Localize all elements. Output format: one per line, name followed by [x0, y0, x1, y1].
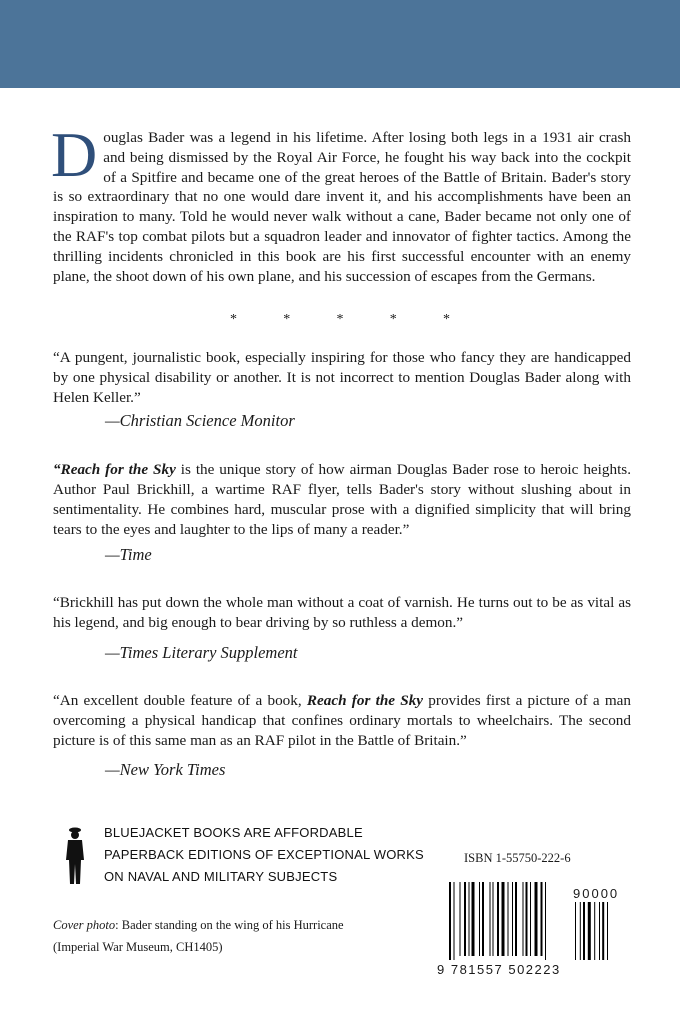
- barcode-bar: [479, 882, 480, 956]
- barcode-bar: [460, 882, 461, 956]
- review-quote: “Reach for the Sky is the unique story of how airman Douglas Bader rose to heroic heights. Author Paul Brickhill, a wartime RAF flyer, tells Bader's story without slushing about in sentimentality. He combines hard, muscular prose with a dignified simplicity that will bring tears to the eyes and laughter to the lips of many a reader.”: [53, 461, 631, 538]
- top-color-band: [0, 0, 680, 88]
- section-divider: [230, 312, 450, 328]
- intro-paragraph: [51, 119, 631, 286]
- barcode-bar: [526, 882, 528, 956]
- isbn-number: ISBN 1-55750-222-6: [464, 851, 571, 865]
- barcode-addon-bar: [580, 902, 581, 960]
- drop-cap: D: [51, 119, 98, 190]
- barcode-bar: [449, 882, 451, 960]
- divider-star: *: [389, 312, 397, 327]
- review-source: —Times Literary Supplement: [105, 643, 298, 662]
- review-quote: “Brickhill has put down the whole man without a coat of varnish. He turns out to be as vital as his legend, and big enough to bear driving by so ruthless a demon.”: [53, 594, 631, 631]
- barcode-addon-bar: [575, 902, 576, 960]
- cover-photo-credit: Cover photo: Bader standing on the wing of his Hurricane (Imperial War Museum, CH1405): [53, 918, 344, 954]
- barcode-bar: [502, 882, 505, 956]
- barcode-bar: [464, 882, 466, 956]
- barcode-bar: [530, 882, 531, 956]
- barcode-bar: [469, 882, 470, 956]
- barcode-bar: [545, 882, 546, 960]
- barcode-bar: [497, 882, 499, 956]
- barcode-bar: [515, 882, 517, 956]
- barcode-bar: [493, 882, 494, 956]
- barcode-addon-number: 90000: [573, 886, 620, 901]
- barcode-addon-bar: [607, 902, 608, 960]
- intro-text: ouglas Bader was a legend in his lifetime. After losing both legs in a 1931 air crash and being dismissed by the Royal Air Force, he fought his way back into the cockpit of a Spitfire and became one of the great heroes of the Battle of Britain. Bader's story is so extraordinary that no one would dare invent it, and his accomplishments have been an inspiration to many. Told he would never walk without a cane, Bader became not only one of the RAF's top combat pilots but a squadron leader and innovator of fighter tactics. Among the thrilling incidents chronicled in this book are his first successful encounter with an enemy plane, the shoot down of his own plane, and his succession of escapes from the Germans.: [53, 129, 631, 285]
- sailor-silhouette-icon: [64, 826, 86, 886]
- review-source: —Christian Science Monitor: [105, 411, 295, 430]
- divider-star: *: [443, 312, 450, 327]
- barcode-bar: [490, 882, 491, 956]
- barcode-bar: [523, 882, 524, 956]
- book-title: Reach for the Sky: [306, 692, 424, 709]
- barcode-bar: [508, 882, 509, 956]
- review-source: —New York Times: [105, 760, 226, 779]
- barcode-bar: [454, 882, 455, 960]
- divider-star: *: [336, 312, 344, 327]
- bluejacket-books-notice: BLUEJACKET BOOKS ARE AFFORDABLE PAPERBACK EDITIONS OF EXCEPTIONAL WORKS ON NAVAL AND MILITARY SUBJECTS: [104, 825, 424, 884]
- divider-star: *: [283, 312, 291, 327]
- barcode-addon-bar: [602, 902, 604, 960]
- review-quote: “A pungent, journalistic book, especially inspiring for those who fancy they are handicapped by one physical disability or another. It is not incorrect to mention Douglas Bader along with Helen Keller.”: [53, 349, 631, 406]
- barcode-bar: [512, 882, 513, 956]
- divider-star: *: [230, 312, 237, 327]
- barcode-addon-bar: [583, 902, 585, 960]
- barcode-bar: [482, 882, 484, 956]
- barcode-addon-bar: [588, 902, 591, 960]
- barcode-number: 9 781557 502223: [437, 962, 561, 977]
- barcode-bar: [472, 882, 475, 956]
- book-title: “Reach for the Sky: [53, 461, 176, 478]
- barcode-bar: [535, 882, 538, 956]
- barcode-addon-bar: [599, 902, 600, 960]
- barcode-addon-bar: [594, 902, 595, 960]
- barcode-bar: [541, 882, 543, 956]
- review-quote: “An excellent double feature of a book, Reach for the Sky provides first a picture of a man overcoming a physical handicap that confines ordinary mortals to wheelchairs. The second picture is of this same man as an RAF pilot in the Battle of Britain.”: [53, 692, 632, 749]
- review-source: —Time: [105, 545, 152, 564]
